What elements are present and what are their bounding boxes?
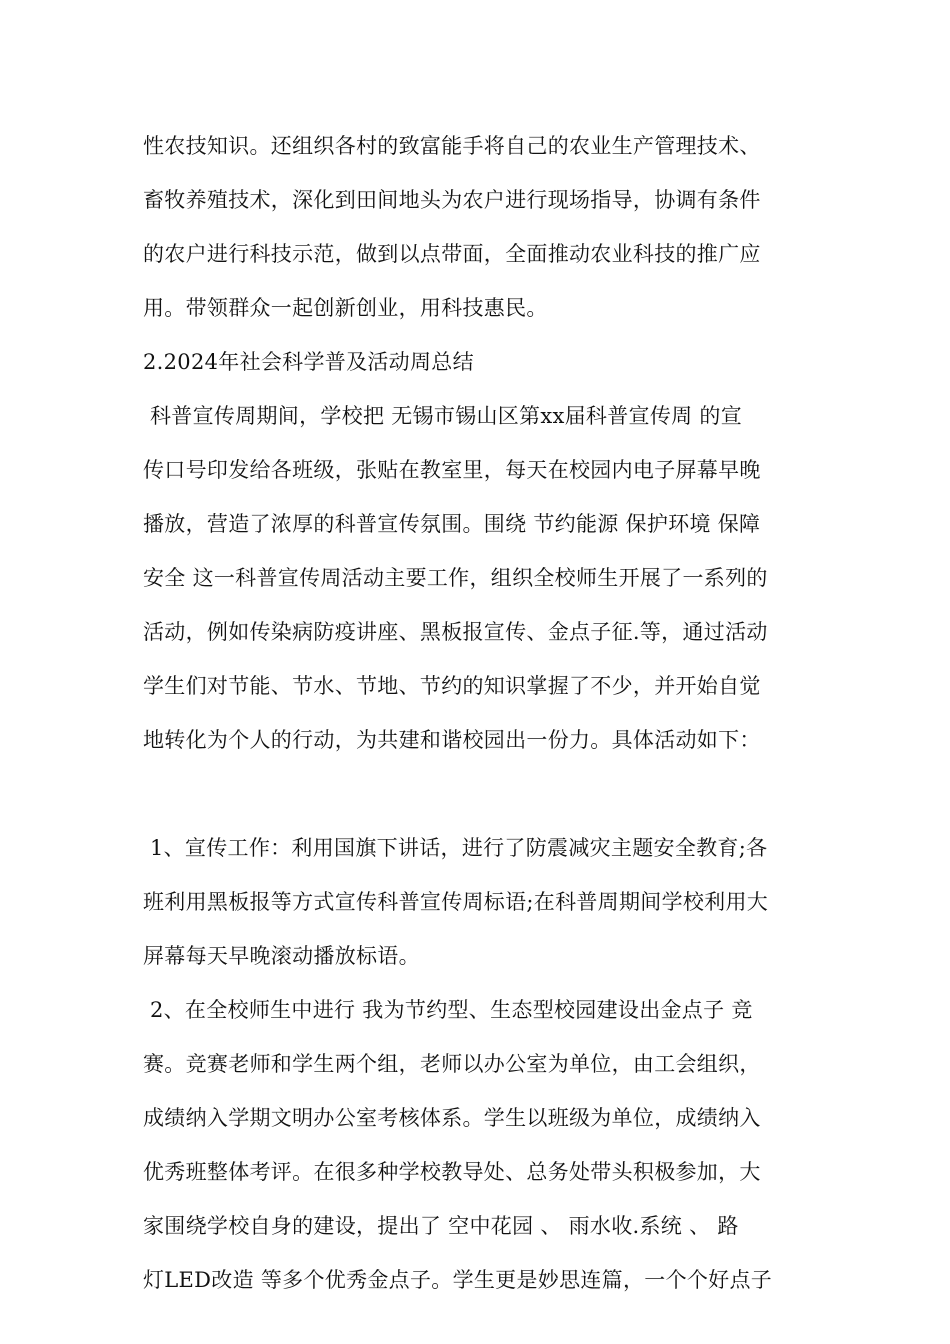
paragraph-line: 1、宣传工作：利用国旗下讲话，进行了防震减灾主题安全教育;各	[143, 836, 768, 860]
paragraph-line: 成绩纳入学期文明办公室考核体系。学生以班级为单位，成绩纳入	[143, 1106, 761, 1130]
paragraph-line: 播放，营造了浓厚的科普宣传氛围。围绕 节约能源 保护环境 保障	[143, 512, 761, 536]
paragraph-line: 屏幕每天早晚滚动播放标语。	[143, 944, 420, 968]
paragraph-line: 畜牧养殖技术，深化到田间地头为农户进行现场指导，协调有条件	[143, 188, 761, 212]
paragraph-line: 班利用黑板报等方式宣传科普宣传周标语;在科普周期间学校利用大	[143, 890, 769, 914]
paragraph-line: 家围绕学校自身的建设，提出了 空中花园 、 雨水收.系统 、 路	[143, 1214, 739, 1238]
paragraph-line: 性农技知识。还组织各村的致富能手将自己的农业生产管理技术、	[143, 134, 761, 158]
paragraph-line: 灯LED改造 等多个优秀金点子。学生更是妙思连篇，一个个好点子	[143, 1268, 773, 1292]
paragraph-line: 的农户进行科技示范，做到以点带面，全面推动农业科技的推广应	[143, 242, 761, 266]
paragraph-line: 科普宣传周期间，学校把 无锡市锡山区第xx届科普宣传周 的宣	[143, 404, 743, 428]
paragraph-line: 优秀班整体考评。在很多种学校教导处、总务处带头积极参加，大	[143, 1160, 761, 1184]
paragraph-line: 2、在全校师生中进行 我为节约型、生态型校园建设出金点子 竞	[143, 998, 753, 1022]
paragraph-line: 用。带领群众一起创新创业，用科技惠民。	[143, 296, 548, 320]
paragraph-line: 活动，例如传染病防疫讲座、黑板报宣传、金点子征.等，通过活动	[143, 620, 768, 644]
paragraph-line: 学生们对节能、节水、节地、节约的知识掌握了不少，并开始自觉	[143, 674, 761, 698]
section-heading: 2.2024年社会科学普及活动周总结	[143, 350, 474, 374]
blank-line	[143, 767, 823, 821]
paragraph-line: 安全 这一科普宣传周活动主要工作，组织全校师生开展了一系列的	[143, 566, 768, 590]
paragraph-line: 地转化为个人的行动，为共建和谐校园出一份力。具体活动如下：	[143, 728, 761, 752]
paragraph-line: 传口号印发给各班级，张贴在教室里，每天在校园内电子屏幕早晚	[143, 458, 761, 482]
document-body	[143, 119, 823, 1307]
paragraph-line: 赛。竞赛老师和学生两个组，老师以办公室为单位，由工会组织，	[143, 1052, 761, 1076]
